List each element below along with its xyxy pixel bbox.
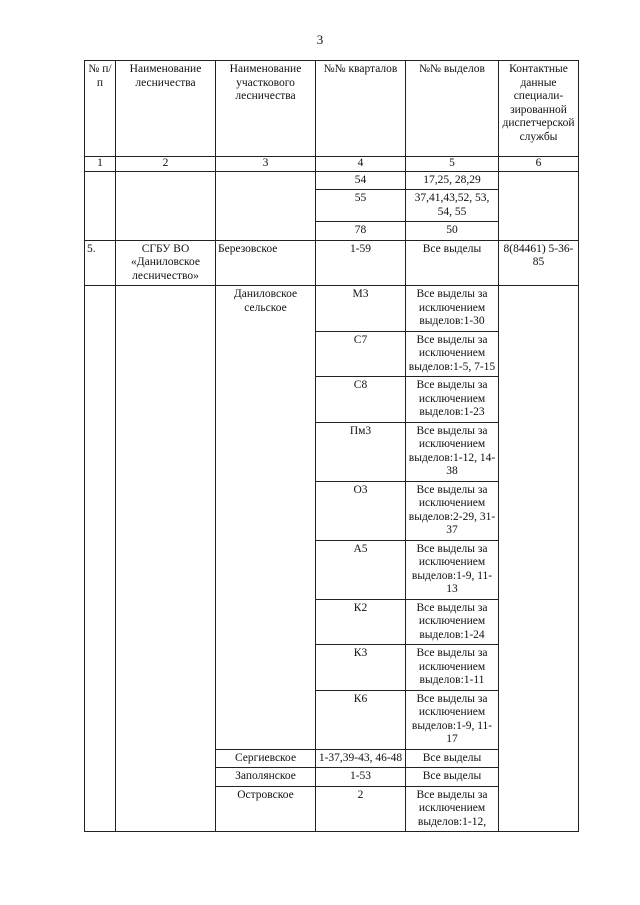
empty-cell xyxy=(116,171,216,240)
quarter-cell: 2 xyxy=(316,786,406,832)
district-name: Даниловское сельское xyxy=(216,286,316,750)
quarter-cell: 55 xyxy=(316,190,406,222)
header-forestry: Наименование лесничества xyxy=(116,61,216,157)
quarter-cell: 78 xyxy=(316,222,406,241)
quarter-cell: 1-37,39-43, 46-48 xyxy=(316,749,406,768)
quarter-cell: 1-53 xyxy=(316,768,406,787)
district-name: Березовское xyxy=(216,240,316,286)
col-number: 2 xyxy=(116,157,216,172)
col-number: 3 xyxy=(216,157,316,172)
district-name: Сергиевское xyxy=(216,749,316,768)
district-name: Островское xyxy=(216,786,316,832)
quarter-cell: К6 xyxy=(316,690,406,749)
table-row xyxy=(85,171,579,190)
forestry-table xyxy=(84,60,579,832)
empty-cell xyxy=(499,286,579,832)
plots-cell: Все выделы за исключением выделов:1-30 xyxy=(406,286,499,332)
col-number: 1 xyxy=(85,157,116,172)
row-number: 5. xyxy=(85,240,116,286)
table-row xyxy=(85,240,579,286)
quarter-cell: М3 xyxy=(316,286,406,332)
col-number: 6 xyxy=(499,157,579,172)
quarter-cell: С8 xyxy=(316,377,406,423)
plots-cell: Все выделы за исключением выделов:1-9, 11-17 xyxy=(406,690,499,749)
plots-cell: Все выделы за исключением выделов:1-23 xyxy=(406,377,499,423)
page-number: 3 xyxy=(316,32,324,47)
plots-cell: Все выделы за исключением выделов:1-11 xyxy=(406,645,499,691)
forestry-name: СГБУ ВО «Даниловское лесничество» xyxy=(116,240,216,286)
plots-cell: Все выделы за исключением выделов:1-12, 14-38 xyxy=(406,422,499,481)
plots-cell: Все выделы xyxy=(406,768,499,787)
quarter-cell: К2 xyxy=(316,599,406,645)
quarter-cell: Пм3 xyxy=(316,422,406,481)
plots-cell: Все выделы за исключением выделов:1-24 xyxy=(406,599,499,645)
header-num: № п/п xyxy=(85,61,116,157)
contact-cell: 8(84461) 5-36-85 xyxy=(499,240,579,286)
table-row xyxy=(85,286,579,332)
plots-cell: 37,41,43,52, 53, 54, 55 xyxy=(406,190,499,222)
column-number-row xyxy=(85,157,579,172)
plots-cell: Все выделы за исключением выделов:1-9, 11-13 xyxy=(406,540,499,599)
empty-cell xyxy=(216,171,316,240)
empty-cell xyxy=(85,171,116,240)
plots-cell: 50 xyxy=(406,222,499,241)
plots-cell: Все выделы за исключением выделов:1-12, xyxy=(406,786,499,832)
header-district: Наименование участкового лесничества xyxy=(216,61,316,157)
plots-cell: Все выделы за исключением выделов:1-5, 7-15 xyxy=(406,331,499,377)
quarter-cell: 54 xyxy=(316,171,406,190)
empty-cell xyxy=(499,171,579,240)
plots-cell: Все выделы xyxy=(406,240,499,286)
header-quarters: №№ кварталов xyxy=(316,61,406,157)
plots-cell: Все выделы xyxy=(406,749,499,768)
district-name: Заполянское xyxy=(216,768,316,787)
table-header-row xyxy=(85,61,579,157)
col-number: 5 xyxy=(406,157,499,172)
header-plots: №№ выделов xyxy=(406,61,499,157)
quarter-cell: О3 xyxy=(316,481,406,540)
quarter-cell: А5 xyxy=(316,540,406,599)
quarter-cell: С7 xyxy=(316,331,406,377)
quarter-cell: 1-59 xyxy=(316,240,406,286)
plots-cell: 17,25, 28,29 xyxy=(406,171,499,190)
col-number: 4 xyxy=(316,157,406,172)
plots-cell: Все выделы за исключением выделов:2-29, 31-37 xyxy=(406,481,499,540)
empty-cell xyxy=(85,286,116,832)
header-contacts: Контактные данные специали-зированной диспетчерской службы xyxy=(499,61,579,157)
empty-cell xyxy=(116,286,216,832)
quarter-cell: К3 xyxy=(316,645,406,691)
